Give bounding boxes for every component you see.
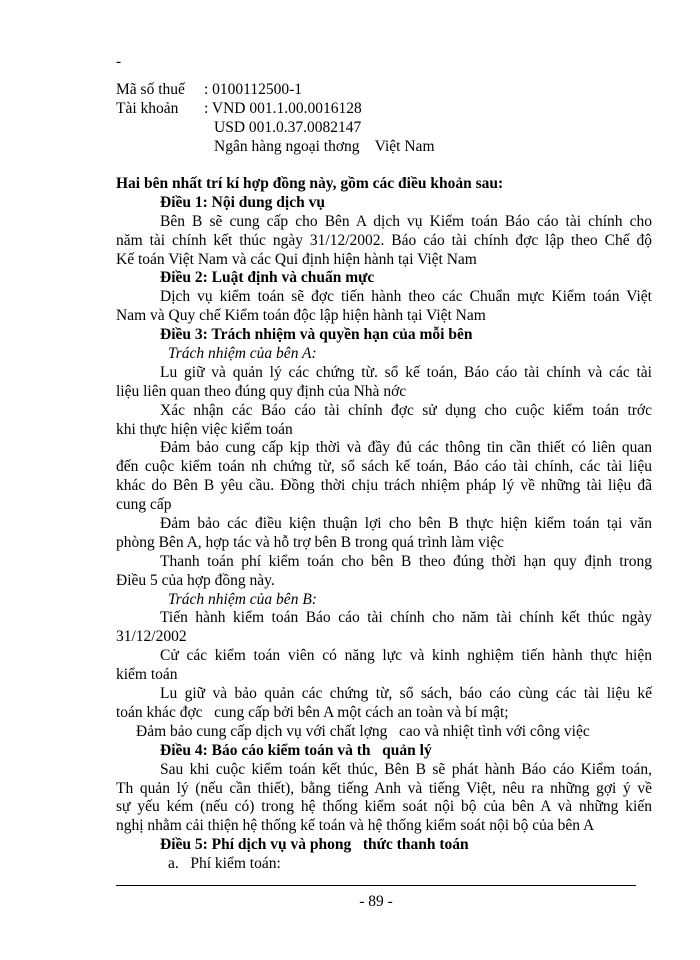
paragraph-line: liệu liên quan theo đúng quy định của Nhà nớc	[116, 382, 407, 400]
paragraph-line: năm tài chính kết thúc ngày 31/12/2002. Báo cáo tài chính đợc lập theo Chế độ	[116, 231, 652, 249]
paragraph-line: nghị nhằm cải thiện hệ thống kế toán và hệ thống kiểm soát nội bộ của bên A	[116, 817, 595, 835]
paragraph-line: Đảm bảo cung cấp dịch vụ với chất lợng cao và nhiệt tình với công việc	[136, 722, 590, 740]
responsibility-subheading: Trách nhiệm của bên B:	[168, 590, 317, 608]
responsibility-subheading: Trách nhiệm của bên A:	[168, 345, 317, 363]
paragraph-line: Sau khi cuộc kiểm toán kết thúc, Bên B sẽ phát hành Báo cáo Kiểm toán,	[160, 760, 652, 778]
article-heading: Điều 3: Trách nhiệm và quyền hạn của mỗi bên	[160, 326, 473, 344]
paragraph-line: Dịch vụ kiểm toán sẽ đợc tiến hành theo các Chuẩn mực Kiểm toán Việt	[160, 288, 652, 306]
paragraph-line: Thanh toán phí kiểm toán cho bên B theo đúng thời hạn quy định trong	[160, 552, 652, 570]
article-heading: Điều 5: Phí dịch vụ và phong thức thanh toán	[160, 836, 469, 854]
paragraph-line: Điều 5 của hợp đồng này.	[116, 571, 275, 589]
paragraph-line: Tiến hành kiểm toán Báo cáo tài chính cho năm tài chính kết thúc ngày	[160, 609, 652, 627]
tax-code-row	[116, 81, 656, 100]
paragraph-line: Lu giữ và quản lý các chứng từ. sổ kế toán, Báo cáo tài chính và các tài	[160, 363, 652, 381]
paragraph-line: khi thực hiện việc kiểm toán	[116, 420, 293, 438]
list-item: a. Phí kiểm toán:	[168, 855, 281, 873]
paragraph-line: Đảm bảo các điều kiện thuận lợi cho bên B thực hiện kiểm toán tại văn	[160, 515, 652, 533]
footer-rule	[116, 885, 636, 886]
page-number: - 89 -	[359, 893, 393, 910]
paragraph-line: Đảm bảo cung cấp kịp thời và đầy đủ các thông tin cần thiết có liên quan	[160, 439, 652, 457]
stray-dash: -	[116, 53, 122, 70]
article-heading: Điều 2: Luật định và chuẩn mực	[160, 269, 375, 287]
paragraph-line: phòng Bên A, hợp tác và hỗ trợ bên B trong quá trình làm việc	[116, 533, 504, 551]
article-heading: Điều 1: Nội dung dịch vụ	[160, 193, 325, 211]
contract-body	[116, 175, 652, 874]
paragraph-line: Lu giữ và bảo quản các chứng từ, sổ sách, báo cáo cùng các tài liệu kế	[160, 685, 652, 703]
paragraph-line: khác do Bên B yêu cầu. Đồng thời chịu trách nhiệm pháp lý về những tài liệu đã	[116, 477, 652, 495]
paragraph-line: sự yếu kém (nếu có) trong hệ thống kiểm soát nội bộ của bên A và những kiến	[116, 798, 652, 816]
bank-name: Ngân hàng ngoại thơng Việt Nam	[214, 137, 435, 155]
paragraph-line: Kế toán Việt Nam và các Qui định hiện hành tại Việt Nam	[116, 250, 477, 268]
account-vnd: : VND 001.1.00.0016128	[204, 99, 362, 117]
tax-code-label: Mã số thuế	[116, 81, 185, 98]
paragraph-line: Th quản lý (nếu cần thiết), bằng tiếng Anh và tiếng Việt, nêu ra những gợi ý về	[116, 779, 652, 797]
company-info	[116, 81, 656, 157]
paragraph-line: cung cấp	[116, 496, 172, 514]
paragraph-line: 31/12/2002	[116, 628, 187, 646]
tax-code-value: : 0100112500-1	[204, 81, 303, 98]
account-row	[116, 100, 656, 119]
paragraph-line: Nam và Quy chế Kiểm toán độc lập hiện hành tại Việt Nam	[116, 307, 486, 325]
paragraph-line: đến cuộc kiểm toán nh chứng từ, sổ sách kế toán, Báo cáo tài chính, các tài liệu	[116, 458, 652, 476]
paragraph-line: kiểm toán	[116, 666, 178, 684]
account-usd-row	[116, 119, 656, 138]
paragraph-line: Bên B sẽ cung cấp cho Bên A dịch vụ Kiểm toán Báo cáo tài chính cho	[160, 212, 652, 230]
bank-row	[116, 138, 656, 157]
account-label: Tài khoản	[116, 99, 179, 117]
intro-heading: Hai bên nhất trí kí hợp đồng này, gồm các điều khoản sau:	[116, 175, 504, 192]
paragraph-line: Cử các kiểm toán viên có năng lực và kinh nghiệm tiến hành thực hiện	[160, 647, 652, 665]
article-heading: Điều 4: Báo cáo kiểm toán và th quản lý	[160, 741, 432, 759]
paragraph-line: toán khác đợc cung cấp bởi bên A một cách an toàn và bí mật;	[116, 703, 509, 721]
paragraph-line: Xác nhận các Báo cáo tài chính đợc sử dụng cho cuộc kiểm toán trớc	[160, 401, 652, 419]
account-usd: USD 001.0.37.0082147	[214, 118, 362, 136]
